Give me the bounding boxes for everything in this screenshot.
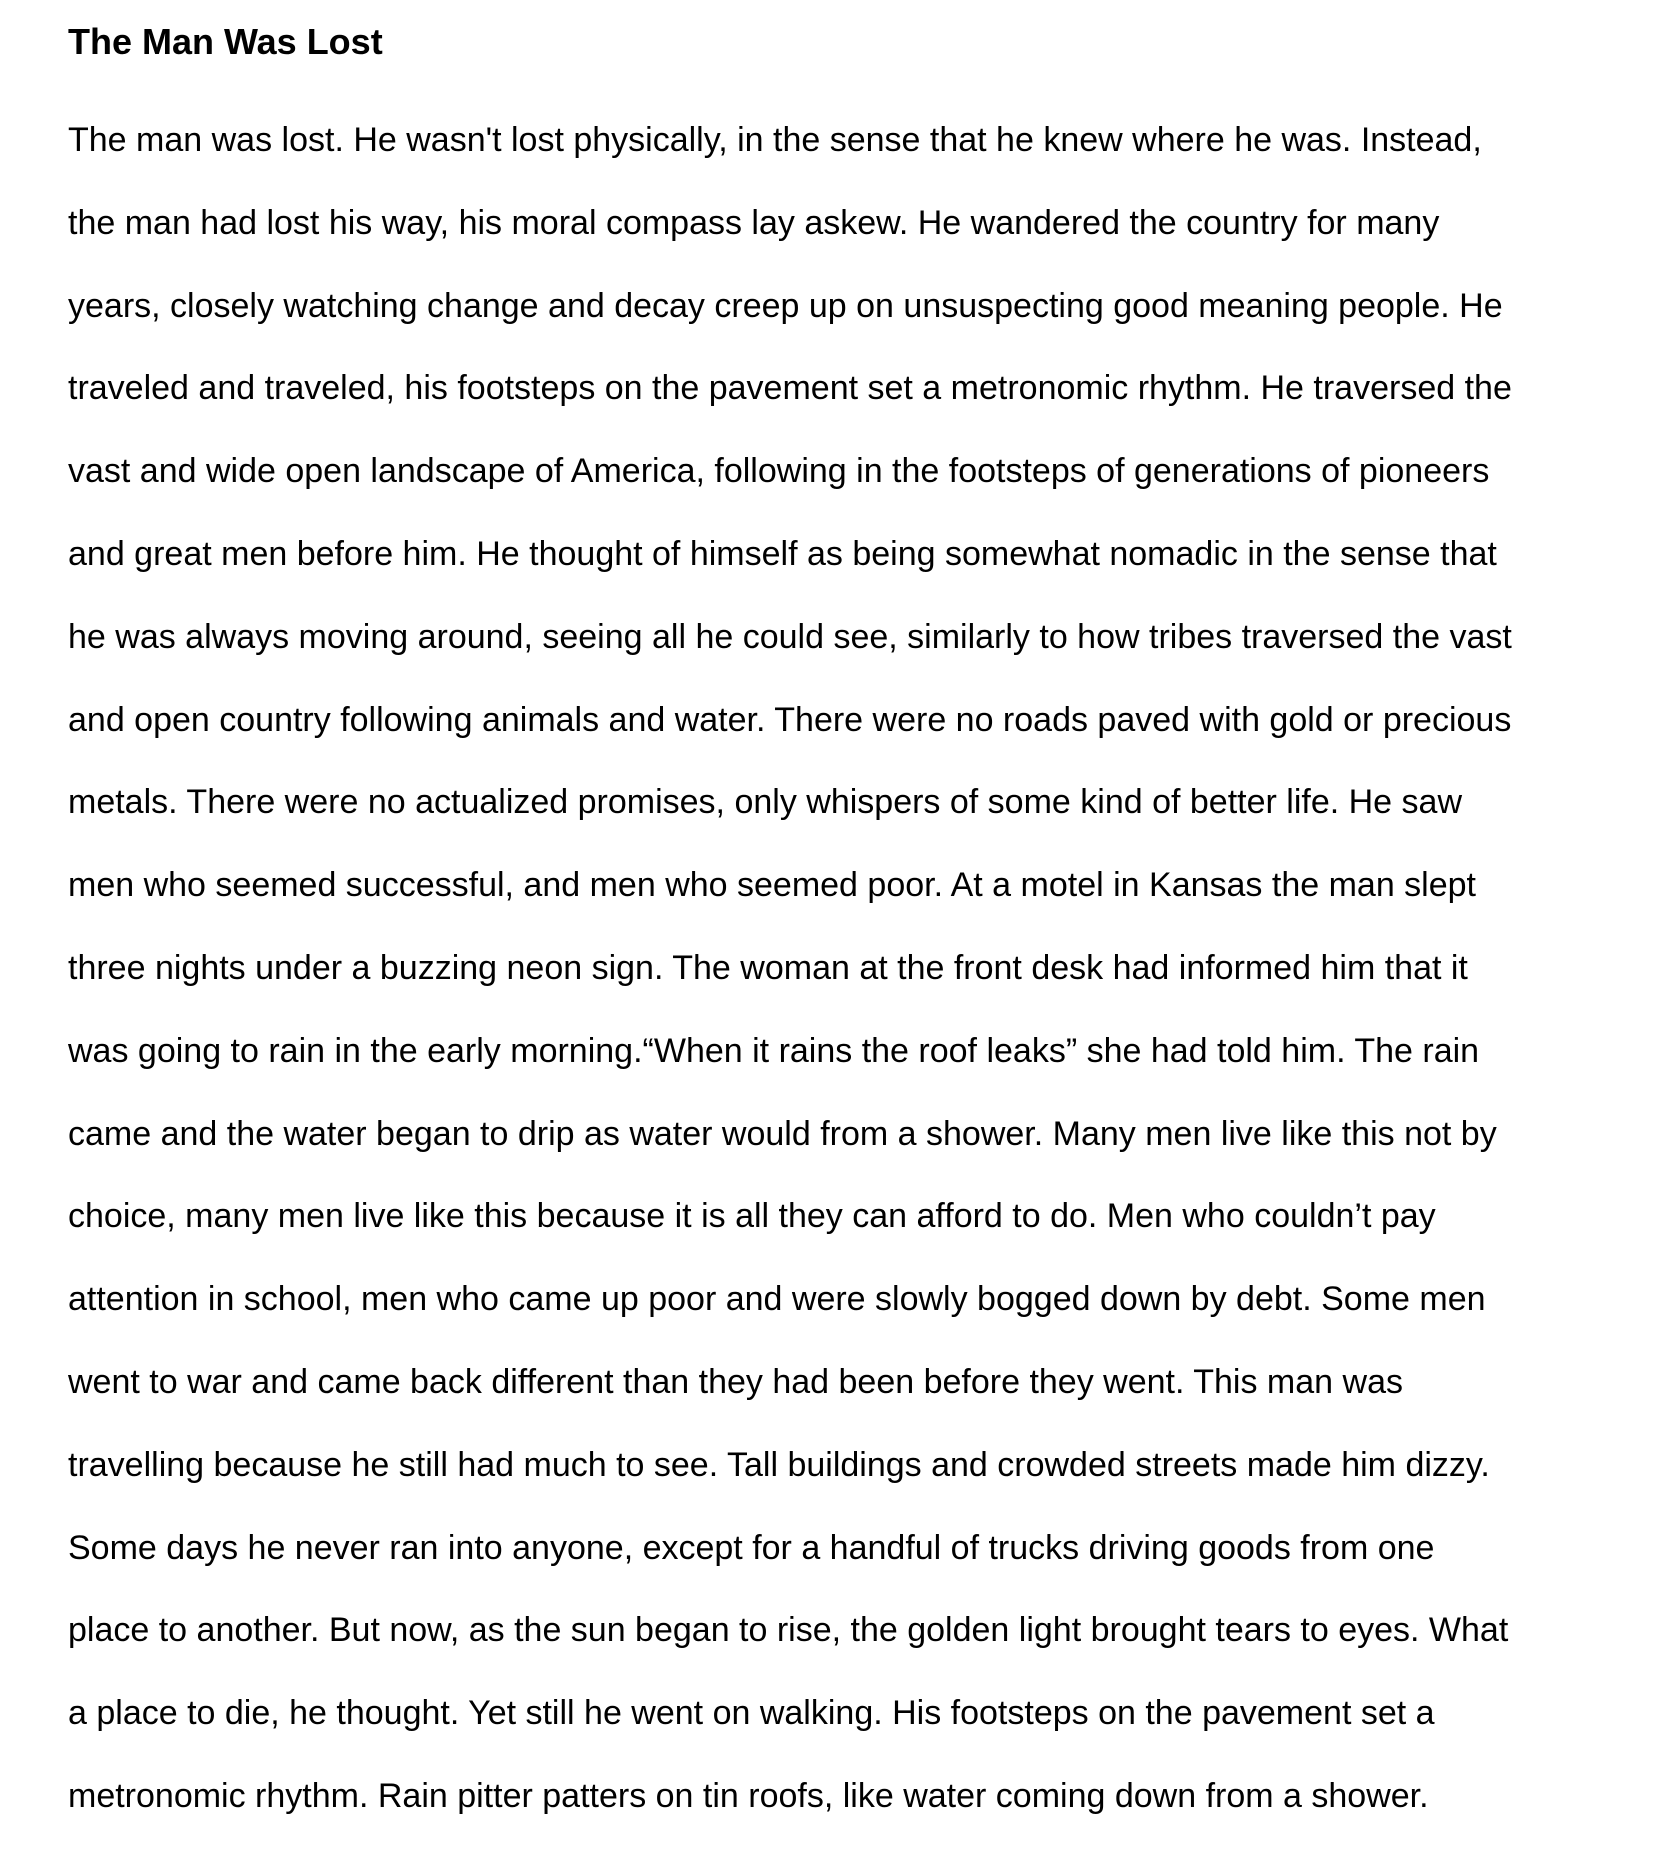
text-line: and open country following animals and water. There were no roads paved with gold or precious: [68, 700, 1512, 739]
document-title: The Man Was Lost: [68, 21, 383, 62]
text-line: came and the water began to drip as water would from a shower. Many men live like this not by: [68, 1114, 1497, 1153]
text-line: The man was lost. He wasn't lost physically, in the sense that he knew where he was. Instead,: [68, 121, 1482, 159]
text-line: was going to rain in the early morning.“When it rains the roof leaks” she had told him. The rain: [68, 1031, 1480, 1070]
text-line: three nights under a buzzing neon sign. The woman at the front desk had informed him that it: [68, 948, 1468, 987]
text-line: he was always moving around, seeing all he could see, similarly to how tribes traversed the vast: [68, 617, 1512, 656]
text-line: choice, many men live like this because it is all they can afford to do. Men who couldn’t pay: [68, 1197, 1436, 1236]
text-line: Some days he never ran into anyone, except for a handful of trucks driving goods from one: [68, 1528, 1435, 1567]
text-line: traveled and traveled, his footsteps on the pavement set a metronomic rhythm. He traversed the: [68, 369, 1512, 408]
story-body: [68, 99, 1512, 1838]
text-line: metals. There were no actualized promises, only whispers of some kind of better life. He saw: [68, 783, 1462, 822]
text-line: attention in school, men who came up poor and were slowly bogged down by debt. Some men: [68, 1280, 1486, 1319]
text-line: went to war and came back different than they had been before they went. This man was: [68, 1362, 1403, 1401]
text-line: years, closely watching change and decay creep up on unsuspecting good meaning people. He: [68, 286, 1503, 325]
text-line: men who seemed successful, and men who seemed poor. At a motel in Kansas the man slept: [68, 866, 1476, 905]
text-line: metronomic rhythm. Rain pitter patters on tin roofs, like water coming down from a shower.: [68, 1776, 1429, 1815]
text-line: a place to die, he thought. Yet still he went on walking. His footsteps on the pavement set a: [68, 1694, 1435, 1733]
text-line: and great men before him. He thought of himself as being somewhat nomadic in the sense that: [68, 534, 1497, 573]
text-line: vast and wide open landscape of America, following in the footsteps of generations of pioneers: [68, 452, 1490, 491]
text-line: the man had lost his way, his moral compass lay askew. He wandered the country for many: [68, 203, 1440, 242]
text-line: travelling because he still had much to see. Tall buildings and crowded streets made him dizzy.: [68, 1445, 1490, 1484]
text-line: place to another. But now, as the sun began to rise, the golden light brought tears to eyes. What: [68, 1611, 1509, 1650]
